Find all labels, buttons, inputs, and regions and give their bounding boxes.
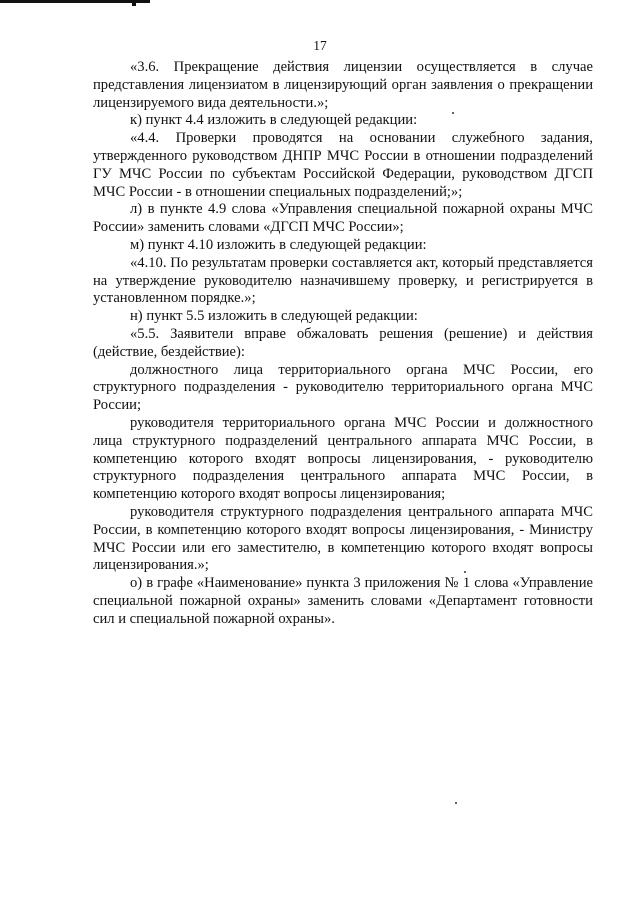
paragraph-item-o: о) в графе «Наименование» пункта 3 приложения № 1 слова «Управление специальной пожарной охраны» заменить словами «Департамент готовности сил и специальной пожарной охраны». [93,575,593,627]
paragraph-4-10: «4.10. По результатам проверки составляется акт, который представляется на утверждение руководителю назначившему проверку, и регистрируется в установленном порядке.»; [93,254,593,307]
paragraph-4-4: «4.4. Проверки проводятся на основании служебного задания, утвержденного руководством ДНПР МЧС России в отношении подразделений ГУ МЧС России по субъектам Российской Федерации, руководством ДГСП МЧС России - в отношении специальных подразделений;»; [93,130,593,200]
paragraph-item-m: м) пункт 4.10 изложить в следующей редакции: [130,236,427,253]
page-number: 17 [313,38,327,53]
paragraph-5-5: «5.5. Заявители вправе обжаловать решения (решение) и действия (действие, бездействие): [93,325,593,360]
paragraph-5-5-case-3: руководителя структурного подразделения центрального аппарата МЧС России, в компетенцию которого входят вопросы лицензирования, - Министру МЧС России или его заместителю, в компетенцию которого входят вопросы лицензирования.»; [93,503,593,574]
scan-edge-mark [132,0,136,6]
paragraph-3-6: «3.6. Прекращение действия лицензии осуществляется в случае представления лицензиатом в лицензирующий орган заявления о прекращении лицензируемого вида деятельности.»; [93,59,593,111]
paragraph-item-n: н) пункт 5.5 изложить в следующей редакции: [130,308,418,325]
scan-edge-mark [0,0,150,3]
paragraph-5-5-case-2: руководителя территориального органа МЧС России и должностного лица структурного подразделений центрального аппарата МЧС России, в компетенцию которого входят вопросы лицензирования, - руководителю структурного подразделения центрального аппарата МЧС России, в компетенцию которого входят вопросы лицензирования; [93,414,593,503]
scan-speck [464,571,466,573]
scan-speck [452,112,454,114]
paragraph-item-l: л) в пункте 4.9 слова «Управления специальной пожарной охраны МЧС России» заменить словами «ДГСП МЧС России»; [93,201,593,236]
paragraph-item-k: к) пункт 4.4 изложить в следующей редакции: [130,112,418,129]
scan-speck [455,802,457,804]
document-body [93,59,593,629]
paragraph-5-5-case-1: должностного лица территориального органа МЧС России, его структурного подразделения - руководителю территориального органа МЧС России; [93,361,593,414]
